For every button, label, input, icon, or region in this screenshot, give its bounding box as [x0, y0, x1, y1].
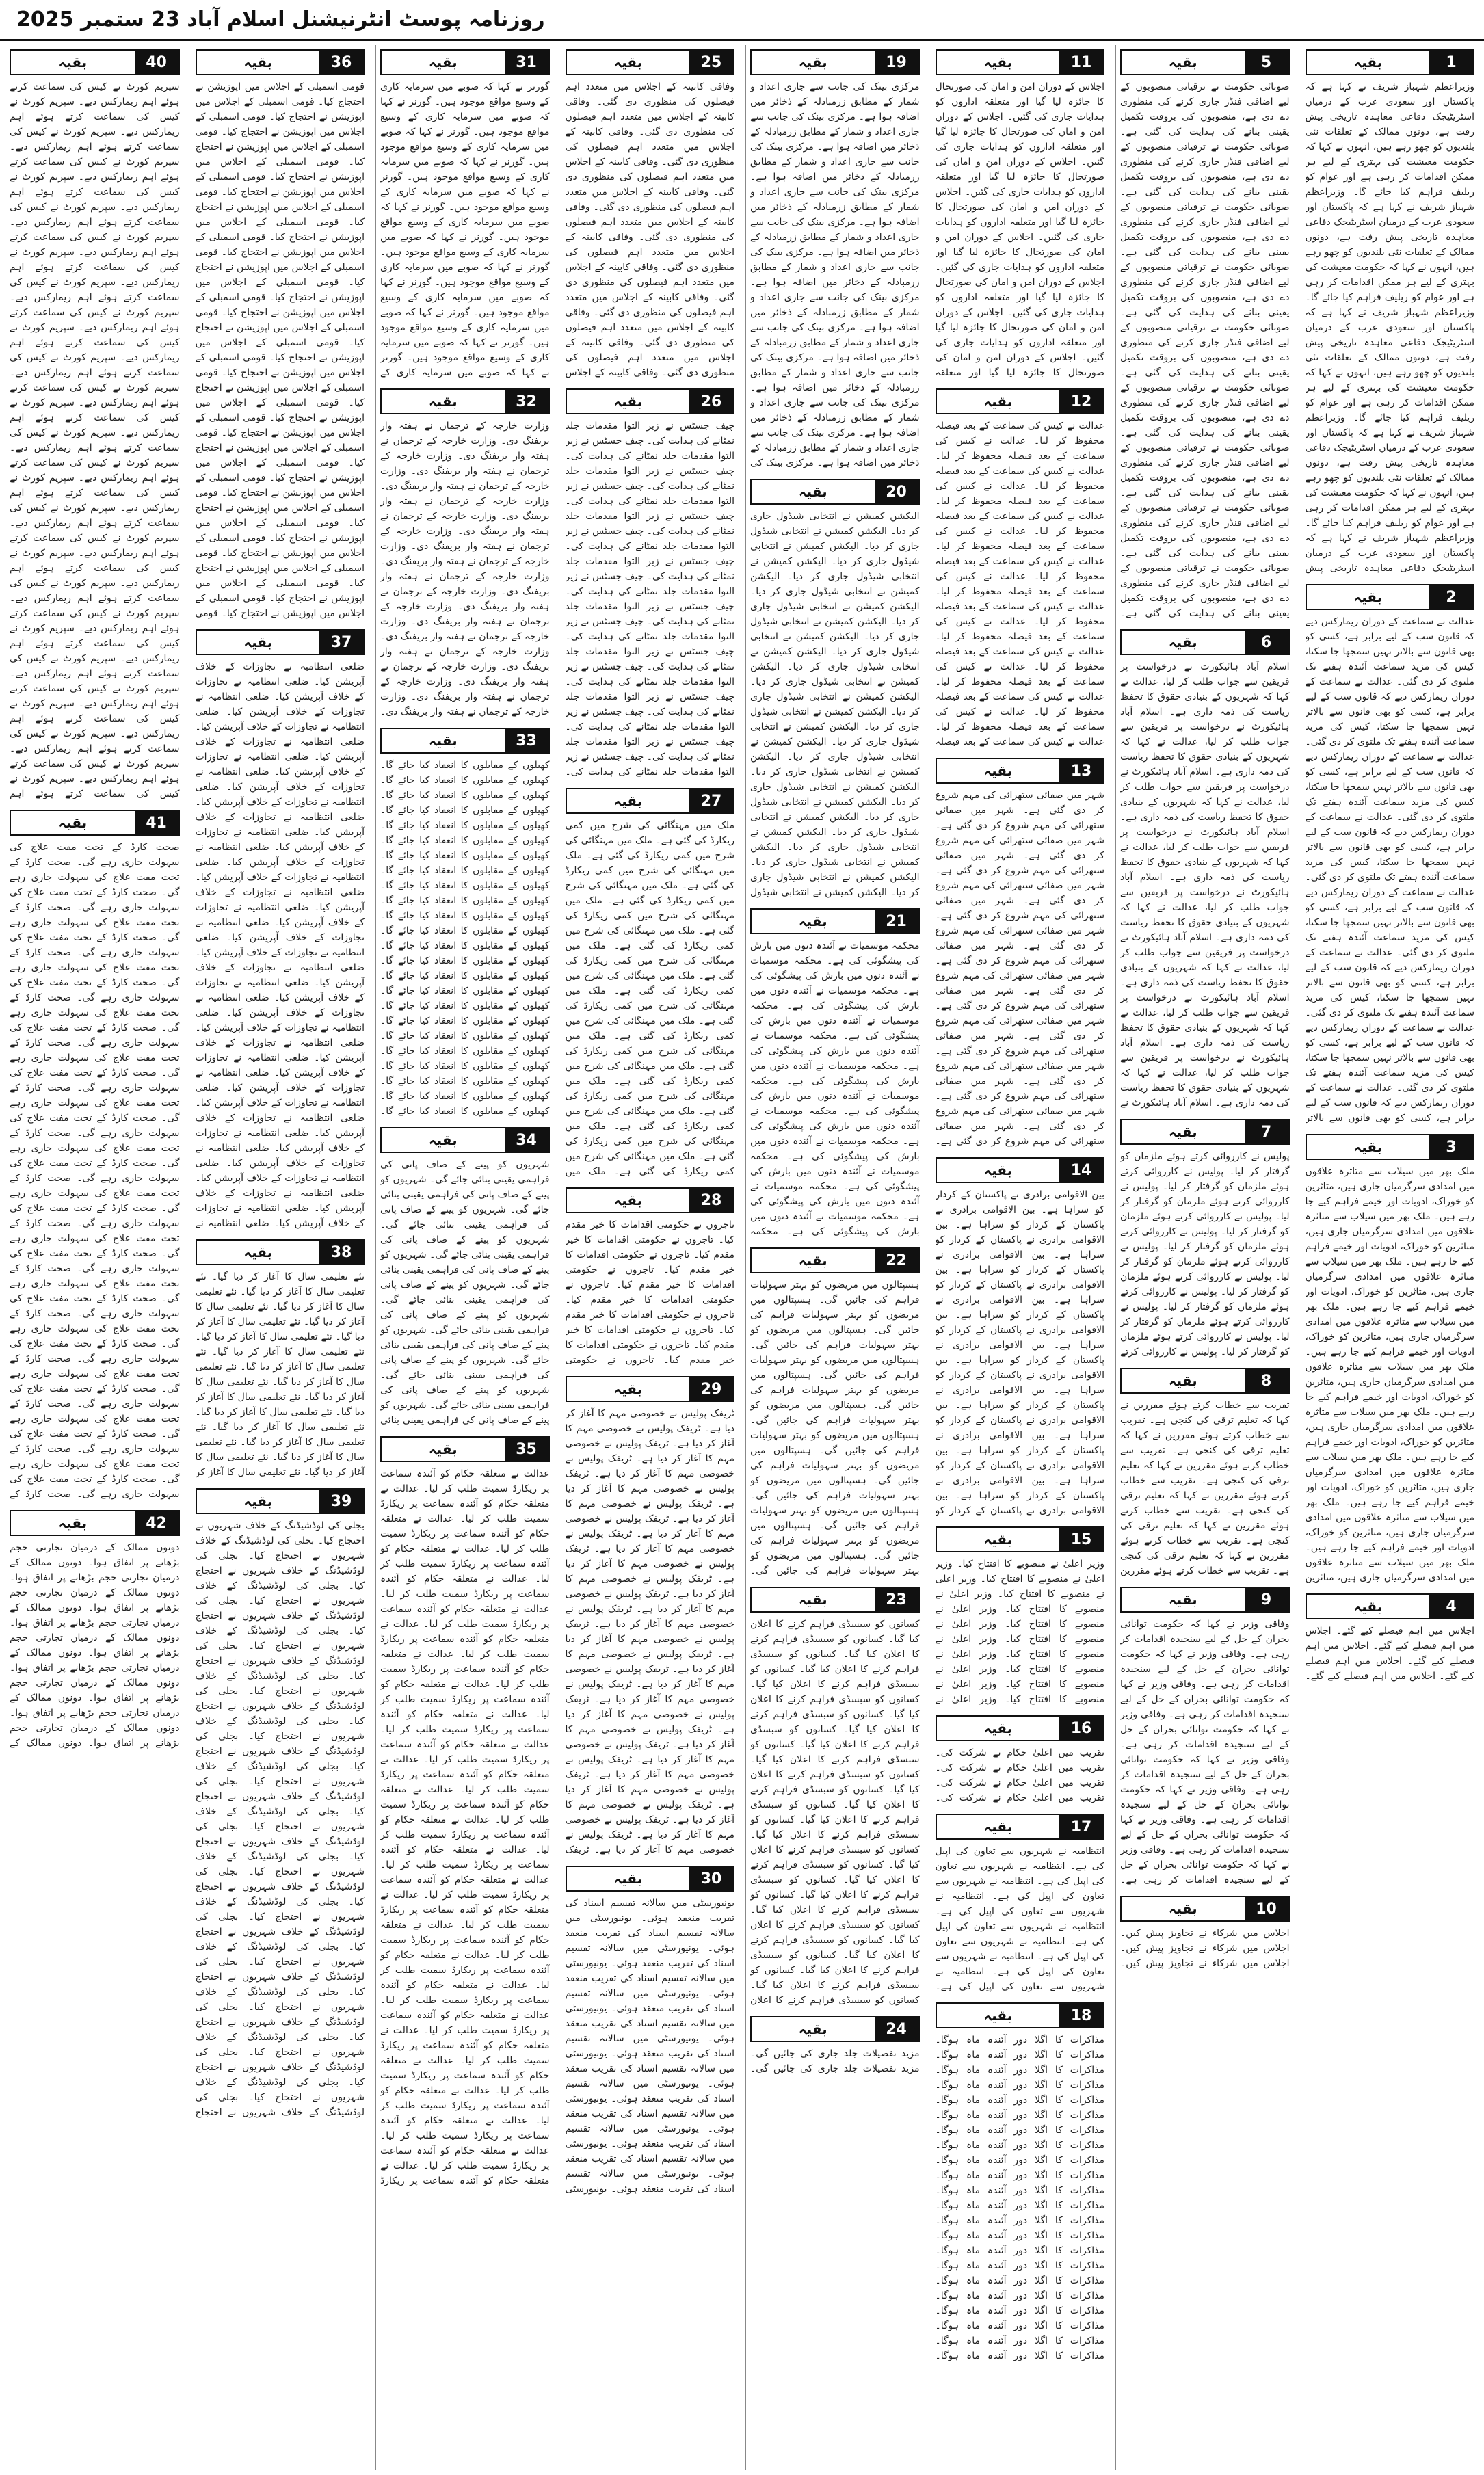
continuation-block — [750, 1243, 920, 1578]
continuation-label: بقیہ — [937, 1159, 1060, 1182]
continuation-tag — [1306, 1593, 1475, 1619]
continuation-label: بقیہ — [567, 1377, 690, 1401]
continuation-tag — [750, 1247, 920, 1273]
continuation-block — [936, 1153, 1105, 1518]
continuation-number: 35 — [505, 1438, 548, 1461]
continuation-number: 20 — [875, 480, 918, 503]
continuation-block — [566, 1183, 735, 1368]
article-text: تاجروں نے حکومتی اقدامات کا خیر مقدم کیا۔ تاجروں نے حکومتی اقدامات کا خیر مقدم کیا۔ تاجروں نے حکومتی اقدامات کا خیر مقدم کیا۔ تاجروں نے حکومتی اقدامات کا خیر مقدم کیا۔ تاجروں نے حکومتی اقدامات کا خیر مقدم کیا۔ تاجروں نے حکومتی اقدامات کا خیر مقدم کیا۔ تاجروں نے حکومتی اقدامات کا خیر مقدم کیا۔ تاجروں نے حکومتی اقدامات کا خیر مقدم کیا۔ تاجروں نے حکومتی — [565, 1219, 734, 1366]
continuation-block — [1306, 45, 1475, 576]
continuation-label: بقیہ — [567, 1189, 690, 1212]
continuation-number: 6 — [1245, 631, 1288, 654]
continuation-label: بقیہ — [1122, 1369, 1245, 1392]
continuation-number: 33 — [505, 729, 548, 752]
continuation-tag — [936, 1814, 1105, 1840]
continuation-number: 16 — [1059, 1717, 1103, 1740]
article-text: دونوں ممالک کے درمیان تجارتی حجم بڑھانے پر اتفاق ہوا۔ دونوں ممالک کے درمیان تجارتی حجم بڑھانے پر اتفاق ہوا۔ دونوں ممالک کے درمیان تجارتی حجم بڑھانے پر اتفاق ہوا۔ دونوں ممالک کے درمیان تجارتی حجم بڑھانے پر اتفاق ہوا۔ دونوں ممالک کے درمیان تجارتی حجم بڑھانے پر اتفاق ہوا۔ دونوں ممالک کے درمیان تجارتی حجم بڑھانے پر اتفاق ہوا۔ دونوں ممالک کے درمیان تجارتی حجم بڑھانے پر اتفاق ہوا۔ دونوں ممالک کے درمیان تجارتی حجم بڑھانے پر اتفاق ہوا۔ دونوں ممالک کے درمیان تجارتی حجم بڑھانے پر اتفاق ہوا۔ دونوں ممالک کے — [10, 1542, 180, 1749]
continuation-label: بقیہ — [1307, 1135, 1430, 1159]
continuation-block — [1306, 1130, 1475, 1585]
continuation-number: 22 — [875, 1249, 918, 1272]
article-text: محکمہ موسمیات نے آئندہ دنوں میں بارش کی پیشگوئی کی ہے۔ محکمہ موسمیات نے آئندہ دنوں میں بارش کی پیشگوئی کی ہے۔ محکمہ موسمیات نے آئندہ دنوں میں بارش کی پیشگوئی کی ہے۔ محکمہ موسمیات نے آئندہ دنوں میں بارش کی پیشگوئی کی ہے۔ محکمہ موسمیات نے آئندہ دنوں میں بارش کی پیشگوئی کی ہے۔ محکمہ موسمیات نے آئندہ دنوں میں بارش کی پیشگوئی کی ہے۔ محکمہ موسمیات نے آئندہ دنوں میں بارش کی پیشگوئی کی ہے۔ محکمہ موسمیات نے آئندہ دنوں میں بارش کی پیشگوئی کی ہے۔ محکمہ موسمیات نے آئندہ دنوں میں بارش کی پیشگوئی کی ہے۔ محکمہ موسمیات نے آئندہ دنوں میں بارش کی پیشگوئی کی ہے۔ محکمہ موسمیات نے آئندہ دنوں میں بارش کی پیشگوئی کی ہے۔ محکمہ موسمیات نے آئندہ دنوں میں بارش کی پیشگوئی کی ہے۔ محکمہ — [750, 940, 920, 1237]
continuation-tag — [1120, 1896, 1290, 1922]
news-column — [375, 45, 554, 2470]
article-text: یونیورسٹی میں سالانہ تقسیم اسناد کی تقریب منعقد ہوئی۔ یونیورسٹی میں سالانہ تقسیم اسناد کی تقریب منعقد ہوئی۔ یونیورسٹی میں سالانہ تقسیم اسناد کی تقریب منعقد ہوئی۔ یونیورسٹی میں سالانہ تقسیم اسناد کی تقریب منعقد ہوئی۔ یونیورسٹی میں سالانہ تقسیم اسناد کی تقریب منعقد ہوئی۔ یونیورسٹی میں سالانہ تقسیم اسناد کی تقریب منعقد ہوئی۔ یونیورسٹی میں سالانہ تقسیم اسناد کی تقریب منعقد ہوئی۔ یونیورسٹی میں سالانہ تقسیم اسناد کی تقریب منعقد ہوئی۔ یونیورسٹی میں سالانہ تقسیم اسناد کی تقریب منعقد ہوئی۔ یونیورسٹی میں سالانہ تقسیم اسناد کی تقریب منعقد ہوئی۔ یونیورسٹی میں سالانہ تقسیم اسناد کی تقریب منعقد ہوئی۔ یونیورسٹی میں سالانہ تقسیم اسناد کی تقریب منعقد ہوئی۔ یونیورسٹی میں سالانہ تقسیم اسناد کی تقریب منعقد ہوئی۔ یونیورسٹی — [565, 1898, 734, 2195]
continuation-number: 10 — [1245, 1897, 1288, 1920]
continuation-block — [1306, 1589, 1475, 1684]
continuation-tag — [196, 1239, 365, 1265]
continuation-block — [380, 724, 550, 1119]
continuation-tag — [936, 2002, 1105, 2028]
continuation-tag — [1120, 1368, 1290, 1394]
continuation-block — [380, 384, 550, 719]
continuation-block — [1120, 1115, 1290, 1360]
continuation-label: بقیہ — [752, 2017, 875, 2041]
article-text: چیف جسٹس نے زیر التوا مقدمات جلد نمٹانے کی ہدایت کی۔ چیف جسٹس نے زیر التوا مقدمات جلد نمٹانے کی ہدایت کی۔ چیف جسٹس نے زیر التوا مقدمات جلد نمٹانے کی ہدایت کی۔ چیف جسٹس نے زیر التوا مقدمات جلد نمٹانے کی ہدایت کی۔ چیف جسٹس نے زیر التوا مقدمات جلد نمٹانے کی ہدایت کی۔ چیف جسٹس نے زیر التوا مقدمات جلد نمٹانے کی ہدایت کی۔ چیف جسٹس نے زیر التوا مقدمات جلد نمٹانے کی ہدایت کی۔ چیف جسٹس نے زیر التوا مقدمات جلد نمٹانے کی ہدایت کی۔ چیف جسٹس نے زیر التوا مقدمات جلد نمٹانے کی ہدایت کی۔ چیف جسٹس نے زیر التوا مقدمات جلد نمٹانے کی ہدایت کی۔ چیف جسٹس نے زیر التوا مقدمات جلد نمٹانے کی ہدایت کی۔ چیف جسٹس نے زیر التوا مقدمات جلد نمٹانے کی ہدایت کی۔ چیف جسٹس نے زیر التوا مقدمات جلد نمٹانے کی ہدایت کی۔ چیف جسٹس نے زیر التوا مقدمات جلد نمٹانے کی ہدایت کی۔ چیف جسٹس نے زیر التوا مقدمات جلد نمٹانے کی ہدایت کی۔ چیف جسٹس نے زیر التوا مقدمات جلد نمٹانے کی ہدایت کی۔ — [565, 421, 734, 778]
article-text: وزیراعظم شہباز شریف نے کہا ہے کہ پاکستان اور سعودی عرب کے درمیان اسٹریٹیجک دفاعی معاہدہ تاریخی پیش رفت ہے، دونوں ممالک کے تعلقات نئی بلندیوں کو چھو رہے ہیں، انہوں نے کہا کہ حکومت معیشت کی بہتری کے لیے ہر ممکن اقدامات کر رہی ہے اور عوام کو ریلیف فراہم کیا جائے گا۔ وزیراعظم شہباز شریف نے کہا ہے کہ پاکستان اور سعودی عرب کے درمیان اسٹریٹیجک دفاعی معاہدہ تاریخی پیش رفت ہے، دونوں ممالک کے تعلقات نئی بلندیوں کو چھو رہے ہیں، انہوں نے کہا کہ حکومت معیشت کی بہتری کے لیے ہر ممکن اقدامات کر رہی ہے اور عوام کو ریلیف فراہم کیا جائے گا۔ وزیراعظم شہباز شریف نے کہا ہے کہ پاکستان اور سعودی عرب کے درمیان اسٹریٹیجک دفاعی معاہدہ تاریخی پیش رفت ہے، دونوں ممالک کے تعلقات نئی بلندیوں کو چھو رہے ہیں، انہوں نے کہا کہ حکومت معیشت کی بہتری کے لیے ہر ممکن اقدامات کر رہی ہے اور عوام کو ریلیف فراہم کیا جائے گا۔ وزیراعظم شہباز شریف نے کہا ہے کہ پاکستان اور سعودی عرب کے درمیان اسٹریٹیجک دفاعی معاہدہ تاریخی پیش رفت ہے، دونوں ممالک کے تعلقات نئی بلندیوں کو چھو رہے ہیں، انہوں نے کہا کہ حکومت معیشت کی بہتری کے لیے ہر ممکن اقدامات کر رہی ہے اور عوام کو ریلیف فراہم کیا جائے گا۔ وزیراعظم شہباز شریف نے کہا ہے کہ پاکستان اور سعودی عرب کے درمیان اسٹریٹیجک دفاعی معاہدہ تاریخی پیش — [1305, 81, 1474, 574]
continuation-label: بقیہ — [197, 51, 320, 74]
continuation-number: 25 — [689, 51, 733, 74]
article-text: ملک میں مہنگائی کی شرح میں کمی ریکارڈ کی گئی ہے۔ ملک میں مہنگائی کی شرح میں کمی ریکارڈ کی گئی ہے۔ ملک میں مہنگائی کی شرح میں کمی ریکارڈ کی گئی ہے۔ ملک میں مہنگائی کی شرح میں کمی ریکارڈ کی گئی ہے۔ ملک میں مہنگائی کی شرح میں کمی ریکارڈ کی گئی ہے۔ ملک میں مہنگائی کی شرح میں کمی ریکارڈ کی گئی ہے۔ ملک میں مہنگائی کی شرح میں کمی ریکارڈ کی گئی ہے۔ ملک میں مہنگائی کی شرح میں کمی ریکارڈ کی گئی ہے۔ ملک میں مہنگائی کی شرح میں کمی ریکارڈ کی گئی ہے۔ ملک میں مہنگائی کی شرح میں کمی ریکارڈ کی گئی ہے۔ ملک میں مہنگائی کی شرح میں کمی ریکارڈ کی گئی ہے۔ ملک میں مہنگائی کی شرح میں کمی ریکارڈ کی گئی ہے۔ ملک میں مہنگائی کی شرح میں کمی ریکارڈ کی گئی ہے۔ ملک میں مہنگائی کی شرح میں کمی ریکارڈ کی گئی ہے۔ ملک میں مہنگائی کی شرح میں کمی ریکارڈ کی گئی ہے۔ ملک میں مہنگائی کی شرح میں کمی ریکارڈ کی گئی ہے۔ ملک میں — [565, 820, 734, 1177]
continuation-tag — [196, 629, 365, 655]
continuation-tag — [10, 1510, 180, 1536]
continuation-label: بقیہ — [11, 811, 135, 834]
continuation-label: بقیہ — [197, 1490, 320, 1513]
continuation-tag — [936, 49, 1105, 75]
continuation-label: بقیہ — [937, 1717, 1060, 1740]
article-text: سپریم کورٹ نے کیس کی سماعت کرتے ہوئے اہم ریمارکس دیے۔ سپریم کورٹ نے کیس کی سماعت کرتے ہوئے اہم ریمارکس دیے۔ سپریم کورٹ نے کیس کی سماعت کرتے ہوئے اہم ریمارکس دیے۔ سپریم کورٹ نے کیس کی سماعت کرتے ہوئے اہم ریمارکس دیے۔ سپریم کورٹ نے کیس کی سماعت کرتے ہوئے اہم ریمارکس دیے۔ سپریم کورٹ نے کیس کی سماعت کرتے ہوئے اہم ریمارکس دیے۔ سپریم کورٹ نے کیس کی سماعت کرتے ہوئے اہم ریمارکس دیے۔ سپریم کورٹ نے کیس کی سماعت کرتے ہوئے اہم ریمارکس دیے۔ سپریم کورٹ نے کیس کی سماعت کرتے ہوئے اہم ریمارکس دیے۔ سپریم کورٹ نے کیس کی سماعت کرتے ہوئے اہم ریمارکس دیے۔ سپریم کورٹ نے کیس کی سماعت کرتے ہوئے اہم ریمارکس دیے۔ سپریم کورٹ نے کیس کی سماعت کرتے ہوئے اہم ریمارکس دیے۔ سپریم کورٹ نے کیس کی سماعت کرتے ہوئے اہم ریمارکس دیے۔ سپریم کورٹ نے کیس کی سماعت کرتے ہوئے اہم ریمارکس دیے۔ سپریم کورٹ نے کیس کی سماعت کرتے ہوئے اہم ریمارکس دیے۔ سپریم کورٹ نے کیس کی سماعت کرتے ہوئے اہم ریمارکس دیے۔ سپریم کورٹ نے کیس کی سماعت کرتے ہوئے اہم ریمارکس دیے۔ سپریم کورٹ نے کیس کی سماعت کرتے ہوئے اہم ریمارکس دیے۔ سپریم کورٹ نے کیس کی سماعت کرتے ہوئے اہم ریمارکس دیے۔ سپریم کورٹ نے کیس کی سماعت کرتے ہوئے اہم ریمارکس دیے۔ سپریم کورٹ نے کیس کی سماعت کرتے ہوئے اہم ریمارکس دیے۔ سپریم کورٹ نے کیس کی سماعت کرتے ہوئے اہم ریمارکس دیے۔ سپریم کورٹ نے کیس کی سماعت کرتے ہوئے اہم ریمارکس دیے۔ سپریم کورٹ نے کیس کی سماعت کرتے ہوئے اہم ریمارکس دیے۔ سپریم کورٹ نے کیس کی سماعت کرتے ہوئے اہم ریمارکس دیے۔ سپریم کورٹ نے کیس کی سماعت کرتے ہوئے اہم ریمارکس دیے۔ سپریم کورٹ نے کیس کی سماعت کرتے ہوئے اہم ریمارکس دیے۔ سپریم کورٹ نے کیس کی سماعت کرتے ہوئے اہم ریمارکس دیے۔ سپریم کورٹ نے کیس کی سماعت کرتے ہوئے اہم — [10, 81, 180, 799]
continuation-number: 9 — [1245, 1588, 1288, 1611]
continuation-block — [566, 1372, 735, 1857]
article-text: وزیر اعلیٰ نے منصوبے کا افتتاح کیا۔ وزیر اعلیٰ نے منصوبے کا افتتاح کیا۔ وزیر اعلیٰ نے منصوبے کا افتتاح کیا۔ وزیر اعلیٰ نے منصوبے کا افتتاح کیا۔ وزیر اعلیٰ نے منصوبے کا افتتاح کیا۔ وزیر اعلیٰ نے منصوبے کا افتتاح کیا۔ وزیر اعلیٰ نے منصوبے کا افتتاح کیا۔ وزیر اعلیٰ نے منصوبے کا افتتاح کیا۔ وزیر اعلیٰ نے منصوبے کا افتتاح کیا۔ وزیر اعلیٰ نے منصوبے کا افتتاح کیا۔ وزیر اعلیٰ نے — [935, 1559, 1104, 1705]
continuation-number: 11 — [1059, 51, 1103, 74]
news-column — [931, 45, 1109, 2470]
continuation-number: 1 — [1429, 51, 1473, 74]
continuation-block — [1120, 1892, 1290, 1971]
continuation-block — [10, 1506, 180, 1751]
continuation-label: بقیہ — [1307, 585, 1430, 609]
news-column — [745, 45, 924, 2470]
continuation-number: 37 — [319, 631, 363, 654]
continuation-number: 19 — [875, 51, 918, 74]
continuation-block — [936, 45, 1105, 380]
continuation-number: 3 — [1429, 1135, 1473, 1159]
continuation-block — [750, 2012, 920, 2076]
continuation-block — [750, 475, 920, 900]
article-text: صحت کارڈ کے تحت مفت علاج کی سہولت جاری رہے گی۔ صحت کارڈ کے تحت مفت علاج کی سہولت جاری رہے گی۔ صحت کارڈ کے تحت مفت علاج کی سہولت جاری رہے گی۔ صحت کارڈ کے تحت مفت علاج کی سہولت جاری رہے گی۔ صحت کارڈ کے تحت مفت علاج کی سہولت جاری رہے گی۔ صحت کارڈ کے تحت مفت علاج کی سہولت جاری رہے گی۔ صحت کارڈ کے تحت مفت علاج کی سہولت جاری رہے گی۔ صحت کارڈ کے تحت مفت علاج کی سہولت جاری رہے گی۔ صحت کارڈ کے تحت مفت علاج کی سہولت جاری رہے گی۔ صحت کارڈ کے تحت مفت علاج کی سہولت جاری رہے گی۔ صحت کارڈ کے تحت مفت علاج کی سہولت جاری رہے گی۔ صحت کارڈ کے تحت مفت علاج کی سہولت جاری رہے گی۔ صحت کارڈ کے تحت مفت علاج کی سہولت جاری رہے گی۔ صحت کارڈ کے تحت مفت علاج کی سہولت جاری رہے گی۔ صحت کارڈ کے تحت مفت علاج کی سہولت جاری رہے گی۔ صحت کارڈ کے تحت مفت علاج کی سہولت جاری رہے گی۔ صحت کارڈ کے تحت مفت علاج کی سہولت جاری رہے گی۔ صحت کارڈ کے تحت مفت علاج کی سہولت جاری رہے گی۔ صحت کارڈ کے تحت مفت علاج کی سہولت جاری رہے گی۔ صحت کارڈ کے تحت مفت علاج کی سہولت جاری رہے گی۔ صحت کارڈ کے تحت مفت علاج کی سہولت جاری رہے گی۔ صحت کارڈ کے تحت مفت علاج کی سہولت جاری رہے گی۔ صحت کارڈ کے تحت مفت علاج کی سہولت جاری رہے گی۔ صحت کارڈ کے تحت مفت علاج کی سہولت جاری رہے گی۔ صحت کارڈ کے تحت مفت علاج کی سہولت جاری رہے گی۔ صحت کارڈ کے تحت مفت علاج کی سہولت جاری رہے گی۔ صحت کارڈ کے تحت مفت علاج کی سہولت جاری رہے گی۔ صحت کارڈ کے تحت مفت علاج کی سہولت جاری رہے گی۔ صحت کارڈ کے تحت مفت علاج کی سہولت جاری رہے گی۔ صحت کارڈ کے — [10, 842, 180, 1500]
news-columns — [5, 45, 1479, 2470]
continuation-tag — [380, 728, 550, 754]
continuation-label: بقیہ — [937, 1528, 1060, 1551]
news-column — [1301, 45, 1479, 2470]
continuation-block — [1120, 1583, 1290, 1888]
continuation-number: 39 — [319, 1490, 363, 1513]
article-text: مرکزی بینک کی جانب سے جاری اعداد و شمار کے مطابق زرمبادلہ کے ذخائر میں اضافہ ہوا ہے۔ مرکزی بینک کی جانب سے جاری اعداد و شمار کے مطابق زرمبادلہ کے ذخائر میں اضافہ ہوا ہے۔ مرکزی بینک کی جانب سے جاری اعداد و شمار کے مطابق زرمبادلہ کے ذخائر میں اضافہ ہوا ہے۔ مرکزی بینک کی جانب سے جاری اعداد و شمار کے مطابق زرمبادلہ کے ذخائر میں اضافہ ہوا ہے۔ مرکزی بینک کی جانب سے جاری اعداد و شمار کے مطابق زرمبادلہ کے ذخائر میں اضافہ ہوا ہے۔ مرکزی بینک کی جانب سے جاری اعداد و شمار کے مطابق زرمبادلہ کے ذخائر میں اضافہ ہوا ہے۔ مرکزی بینک کی جانب سے جاری اعداد و شمار کے مطابق زرمبادلہ کے ذخائر میں اضافہ ہوا ہے۔ مرکزی بینک کی جانب سے جاری اعداد و شمار کے مطابق زرمبادلہ کے ذخائر میں اضافہ ہوا ہے۔ مرکزی بینک کی جانب سے جاری اعداد و شمار کے مطابق زرمبادلہ کے ذخائر میں اضافہ ہوا ہے۔ مرکزی بینک کی جانب سے جاری اعداد و شمار کے مطابق زرمبادلہ کے ذخائر میں اضافہ ہوا ہے۔ مرکزی بینک کی جانب سے جاری اعداد و شمار کے مطابق زرمبادلہ کے ذخائر میں اضافہ ہوا ہے۔ مرکزی بینک کی — [750, 81, 920, 468]
continuation-block — [1120, 1364, 1290, 1578]
continuation-number: 21 — [875, 910, 918, 933]
continuation-label: بقیہ — [937, 1815, 1060, 1838]
continuation-number: 30 — [689, 1867, 733, 1890]
continuation-number: 8 — [1245, 1369, 1288, 1392]
continuation-label: بقیہ — [382, 1438, 505, 1461]
article-text: عدالت نے متعلقہ حکام کو آئندہ سماعت پر ریکارڈ سمیت طلب کر لیا۔ عدالت نے متعلقہ حکام کو آئندہ سماعت پر ریکارڈ سمیت طلب کر لیا۔ عدالت نے متعلقہ حکام کو آئندہ سماعت پر ریکارڈ سمیت طلب کر لیا۔ عدالت نے متعلقہ حکام کو آئندہ سماعت پر ریکارڈ سمیت طلب کر لیا۔ عدالت نے متعلقہ حکام کو آئندہ سماعت پر ریکارڈ سمیت طلب کر لیا۔ عدالت نے متعلقہ حکام کو آئندہ سماعت پر ریکارڈ سمیت طلب کر لیا۔ عدالت نے متعلقہ حکام کو آئندہ سماعت پر ریکارڈ سمیت طلب کر لیا۔ عدالت نے متعلقہ حکام کو آئندہ سماعت پر ریکارڈ سمیت طلب کر لیا۔ عدالت نے متعلقہ حکام کو آئندہ سماعت پر ریکارڈ سمیت طلب کر لیا۔ عدالت نے متعلقہ حکام کو آئندہ سماعت پر ریکارڈ سمیت طلب کر لیا۔ عدالت نے متعلقہ حکام کو آئندہ سماعت پر ریکارڈ سمیت طلب کر لیا۔ عدالت نے متعلقہ حکام کو آئندہ سماعت پر ریکارڈ سمیت طلب کر لیا۔ عدالت نے متعلقہ حکام کو آئندہ سماعت پر ریکارڈ سمیت طلب کر لیا۔ عدالت نے متعلقہ حکام کو آئندہ سماعت پر ریکارڈ سمیت طلب کر لیا۔ عدالت نے متعلقہ حکام کو آئندہ سماعت پر ریکارڈ سمیت طلب کر لیا۔ عدالت نے متعلقہ حکام کو آئندہ سماعت پر ریکارڈ سمیت طلب کر لیا۔ عدالت نے متعلقہ حکام کو آئندہ سماعت پر ریکارڈ سمیت طلب کر لیا۔ عدالت نے متعلقہ حکام کو آئندہ سماعت پر ریکارڈ سمیت طلب کر لیا۔ عدالت نے متعلقہ حکام کو آئندہ سماعت پر ریکارڈ سمیت طلب کر لیا۔ عدالت نے متعلقہ حکام کو آئندہ سماعت پر ریکارڈ سمیت طلب کر لیا۔ عدالت نے متعلقہ حکام کو آئندہ سماعت پر ریکارڈ سمیت طلب کر لیا۔ عدالت نے متعلقہ حکام کو آئندہ سماعت پر ریکارڈ سمیت طلب کر لیا۔ عدالت نے متعلقہ حکام کو آئندہ سماعت پر ریکارڈ سمیت طلب کر لیا۔ عدالت نے متعلقہ حکام کو آئندہ سماعت پر ریکارڈ سمیت طلب کر لیا۔ عدالت نے متعلقہ حکام کو آئندہ سماعت پر ریکارڈ سمیت طلب کر لیا۔ عدالت نے متعلقہ حکام کو آئندہ سماعت پر ریکارڈ سمیت طلب کر لیا۔ عدالت نے متعلقہ حکام کو آئندہ سماعت پر ریکارڈ — [380, 1468, 550, 2186]
article-text: اسلام آباد ہائیکورٹ نے درخواست پر فریقین سے جواب طلب کر لیا، عدالت نے کہا کہ شہریوں کے بنیادی حقوق کا تحفظ ریاست کی ذمہ داری ہے۔ اسلام آباد ہائیکورٹ نے درخواست پر فریقین سے جواب طلب کر لیا، عدالت نے کہا کہ شہریوں کے بنیادی حقوق کا تحفظ ریاست کی ذمہ داری ہے۔ اسلام آباد ہائیکورٹ نے درخواست پر فریقین سے جواب طلب کر لیا، عدالت نے کہا کہ شہریوں کے بنیادی حقوق کا تحفظ ریاست کی ذمہ داری ہے۔ اسلام آباد ہائیکورٹ نے درخواست پر فریقین سے جواب طلب کر لیا، عدالت نے کہا کہ شہریوں کے بنیادی حقوق کا تحفظ ریاست کی ذمہ داری ہے۔ اسلام آباد ہائیکورٹ نے درخواست پر فریقین سے جواب طلب کر لیا، عدالت نے کہا کہ شہریوں کے بنیادی حقوق کا تحفظ ریاست کی ذمہ داری ہے۔ اسلام آباد ہائیکورٹ نے درخواست پر فریقین سے جواب طلب کر لیا، عدالت نے کہا کہ شہریوں کے بنیادی حقوق کا تحفظ ریاست کی ذمہ داری ہے۔ اسلام آباد ہائیکورٹ نے درخواست پر فریقین سے جواب طلب کر لیا، عدالت نے کہا کہ شہریوں کے بنیادی حقوق کا تحفظ ریاست کی ذمہ داری ہے۔ اسلام آباد ہائیکورٹ نے درخواست پر فریقین سے جواب طلب کر لیا، عدالت نے کہا کہ شہریوں کے بنیادی حقوق کا تحفظ ریاست کی ذمہ داری ہے۔ اسلام آباد ہائیکورٹ نے — [1120, 661, 1290, 1109]
continuation-number: 29 — [689, 1377, 733, 1401]
continuation-label: بقیہ — [937, 759, 1060, 782]
continuation-tag — [566, 1376, 735, 1402]
article-text: نئے تعلیمی سال کا آغاز کر دیا گیا۔ نئے تعلیمی سال کا آغاز کر دیا گیا۔ نئے تعلیمی سال کا آغاز کر دیا گیا۔ نئے تعلیمی سال کا آغاز کر دیا گیا۔ نئے تعلیمی سال کا آغاز کر دیا گیا۔ نئے تعلیمی سال کا آغاز کر دیا گیا۔ نئے تعلیمی سال کا آغاز کر دیا گیا۔ نئے تعلیمی سال کا آغاز کر دیا گیا۔ نئے تعلیمی سال کا آغاز کر دیا گیا۔ نئے تعلیمی سال کا آغاز کر دیا گیا۔ نئے تعلیمی سال کا آغاز کر دیا گیا۔ نئے تعلیمی سال کا آغاز کر دیا گیا۔ نئے تعلیمی سال کا آغاز کر دیا گیا۔ نئے تعلیمی سال کا آغاز کر دیا گیا۔ نئے تعلیمی سال کا آغاز کر دیا گیا۔ نئے تعلیمی سال کا آغاز کر دیا گیا۔ نئے تعلیمی سال کا آغاز کر — [195, 1271, 365, 1478]
continuation-block — [1306, 580, 1475, 1126]
continuation-tag — [750, 1587, 920, 1613]
continuation-tag — [1306, 49, 1475, 75]
continuation-block — [196, 625, 365, 1231]
article-text: پولیس نے کارروائی کرتے ہوئے ملزمان کو گرفتار کر لیا۔ پولیس نے کارروائی کرتے ہوئے ملزمان کو گرفتار کر لیا۔ پولیس نے کارروائی کرتے ہوئے ملزمان کو گرفتار کر لیا۔ پولیس نے کارروائی کرتے ہوئے ملزمان کو گرفتار کر لیا۔ پولیس نے کارروائی کرتے ہوئے ملزمان کو گرفتار کر لیا۔ پولیس نے کارروائی کرتے ہوئے ملزمان کو گرفتار کر لیا۔ پولیس نے کارروائی کرتے ہوئے ملزمان کو گرفتار کر لیا۔ پولیس نے کارروائی کرتے ہوئے ملزمان کو گرفتار کر لیا۔ پولیس نے کارروائی کرتے ہوئے ملزمان کو گرفتار کر لیا۔ پولیس نے کارروائی کرتے ہوئے ملزمان کو گرفتار کر لیا۔ پولیس نے کارروائی کرتے — [1120, 1151, 1290, 1358]
article-text: عدالت نے کیس کی سماعت کے بعد فیصلہ محفوظ کر لیا۔ عدالت نے کیس کی سماعت کے بعد فیصلہ محفوظ کر لیا۔ عدالت نے کیس کی سماعت کے بعد فیصلہ محفوظ کر لیا۔ عدالت نے کیس کی سماعت کے بعد فیصلہ محفوظ کر لیا۔ عدالت نے کیس کی سماعت کے بعد فیصلہ محفوظ کر لیا۔ عدالت نے کیس کی سماعت کے بعد فیصلہ محفوظ کر لیا۔ عدالت نے کیس کی سماعت کے بعد فیصلہ محفوظ کر لیا۔ عدالت نے کیس کی سماعت کے بعد فیصلہ محفوظ کر لیا۔ عدالت نے کیس کی سماعت کے بعد فیصلہ محفوظ کر لیا۔ عدالت نے کیس کی سماعت کے بعد فیصلہ محفوظ کر لیا۔ عدالت نے کیس کی سماعت کے بعد فیصلہ محفوظ کر لیا۔ عدالت نے کیس کی سماعت کے بعد فیصلہ محفوظ کر لیا۔ عدالت نے کیس کی سماعت کے بعد فیصلہ محفوظ کر لیا۔ عدالت نے کیس کی سماعت کے بعد فیصلہ محفوظ کر لیا۔ عدالت نے کیس کی سماعت کے بعد فیصلہ — [935, 421, 1104, 747]
continuation-block — [380, 1123, 550, 1428]
continuation-block — [196, 45, 365, 621]
continuation-number: 26 — [689, 390, 733, 413]
continuation-block — [1120, 45, 1290, 621]
continuation-number: 41 — [135, 811, 178, 834]
article-text: وزارت خارجہ کے ترجمان نے ہفتہ وار بریفنگ دی۔ وزارت خارجہ کے ترجمان نے ہفتہ وار بریفنگ دی۔ وزارت خارجہ کے ترجمان نے ہفتہ وار بریفنگ دی۔ وزارت خارجہ کے ترجمان نے ہفتہ وار بریفنگ دی۔ وزارت خارجہ کے ترجمان نے ہفتہ وار بریفنگ دی۔ وزارت خارجہ کے ترجمان نے ہفتہ وار بریفنگ دی۔ وزارت خارجہ کے ترجمان نے ہفتہ وار بریفنگ دی۔ وزارت خارجہ کے ترجمان نے ہفتہ وار بریفنگ دی۔ وزارت خارجہ کے ترجمان نے ہفتہ وار بریفنگ دی۔ وزارت خارجہ کے ترجمان نے ہفتہ وار بریفنگ دی۔ وزارت خارجہ کے ترجمان نے ہفتہ وار بریفنگ دی۔ وزارت خارجہ کے ترجمان نے ہفتہ وار بریفنگ دی۔ وزارت خارجہ کے ترجمان نے ہفتہ وار بریفنگ دی۔ وزارت خارجہ کے ترجمان نے ہفتہ وار بریفنگ دی۔ وزارت خارجہ کے ترجمان نے ہفتہ وار بریفنگ دی۔ وزارت خارجہ کے ترجمان نے ہفتہ وار بریفنگ دی۔ — [380, 421, 550, 717]
continuation-tag — [566, 1187, 735, 1213]
continuation-number: 23 — [875, 1588, 918, 1611]
article-text: انتظامیہ نے شہریوں سے تعاون کی اپیل کی ہے۔ انتظامیہ نے شہریوں سے تعاون کی اپیل کی ہے۔ انتظامیہ نے شہریوں سے تعاون کی اپیل کی ہے۔ انتظامیہ نے شہریوں سے تعاون کی اپیل کی ہے۔ انتظامیہ نے شہریوں سے تعاون کی اپیل کی ہے۔ انتظامیہ نے شہریوں سے تعاون کی اپیل کی ہے۔ انتظامیہ نے شہریوں سے تعاون کی اپیل کی ہے۔ انتظامیہ نے شہریوں سے تعاون کی اپیل کی ہے۔ — [935, 1846, 1104, 1992]
continuation-number: 4 — [1429, 1595, 1473, 1618]
continuation-tag — [566, 49, 735, 75]
news-column — [1115, 45, 1294, 2470]
continuation-block — [10, 806, 180, 1502]
continuation-tag — [936, 1526, 1105, 1552]
article-text: کسانوں کو سبسڈی فراہم کرنے کا اعلان کیا گیا۔ کسانوں کو سبسڈی فراہم کرنے کا اعلان کیا گیا۔ کسانوں کو سبسڈی فراہم کرنے کا اعلان کیا گیا۔ کسانوں کو سبسڈی فراہم کرنے کا اعلان کیا گیا۔ کسانوں کو سبسڈی فراہم کرنے کا اعلان کیا گیا۔ کسانوں کو سبسڈی فراہم کرنے کا اعلان کیا گیا۔ کسانوں کو سبسڈی فراہم کرنے کا اعلان کیا گیا۔ کسانوں کو سبسڈی فراہم کرنے کا اعلان کیا گیا۔ کسانوں کو سبسڈی فراہم کرنے کا اعلان کیا گیا۔ کسانوں کو سبسڈی فراہم کرنے کا اعلان کیا گیا۔ کسانوں کو سبسڈی فراہم کرنے کا اعلان کیا گیا۔ کسانوں کو سبسڈی فراہم کرنے کا اعلان کیا گیا۔ کسانوں کو سبسڈی فراہم کرنے کا اعلان کیا گیا۔ کسانوں کو سبسڈی فراہم کرنے کا اعلان کیا گیا۔ کسانوں کو سبسڈی فراہم کرنے کا اعلان کیا گیا۔ کسانوں کو سبسڈی فراہم کرنے کا اعلان کیا گیا۔ کسانوں کو سبسڈی فراہم کرنے کا اعلان کیا گیا۔ کسانوں کو سبسڈی فراہم کرنے کا اعلان کیا گیا۔ کسانوں کو سبسڈی فراہم کرنے کا اعلان کیا گیا۔ کسانوں کو سبسڈی فراہم کرنے کا اعلان کیا گیا۔ کسانوں کو سبسڈی فراہم کرنے کا اعلان — [750, 1619, 920, 2006]
continuation-label: بقیہ — [752, 480, 875, 503]
continuation-label: بقیہ — [752, 51, 875, 74]
continuation-tag — [10, 810, 180, 836]
continuation-label: بقیہ — [752, 1588, 875, 1611]
article-text: قومی اسمبلی کے اجلاس میں اپوزیشن نے احتجاج کیا۔ قومی اسمبلی کے اجلاس میں اپوزیشن نے احتجاج کیا۔ قومی اسمبلی کے اجلاس میں اپوزیشن نے احتجاج کیا۔ قومی اسمبلی کے اجلاس میں اپوزیشن نے احتجاج کیا۔ قومی اسمبلی کے اجلاس میں اپوزیشن نے احتجاج کیا۔ قومی اسمبلی کے اجلاس میں اپوزیشن نے احتجاج کیا۔ قومی اسمبلی کے اجلاس میں اپوزیشن نے احتجاج کیا۔ قومی اسمبلی کے اجلاس میں اپوزیشن نے احتجاج کیا۔ قومی اسمبلی کے اجلاس میں اپوزیشن نے احتجاج کیا۔ قومی اسمبلی کے اجلاس میں اپوزیشن نے احتجاج کیا۔ قومی اسمبلی کے اجلاس میں اپوزیشن نے احتجاج کیا۔ قومی اسمبلی کے اجلاس میں اپوزیشن نے احتجاج کیا۔ قومی اسمبلی کے اجلاس میں اپوزیشن نے احتجاج کیا۔ قومی اسمبلی کے اجلاس میں اپوزیشن نے احتجاج کیا۔ قومی اسمبلی کے اجلاس میں اپوزیشن نے احتجاج کیا۔ قومی اسمبلی کے اجلاس میں اپوزیشن نے احتجاج کیا۔ قومی اسمبلی کے اجلاس میں اپوزیشن نے احتجاج کیا۔ قومی اسمبلی کے اجلاس میں اپوزیشن نے احتجاج کیا۔ قومی اسمبلی کے اجلاس میں اپوزیشن نے احتجاج کیا۔ قومی اسمبلی کے اجلاس میں اپوزیشن نے احتجاج کیا۔ قومی اسمبلی کے اجلاس میں اپوزیشن نے احتجاج کیا۔ قومی اسمبلی کے اجلاس میں اپوزیشن نے احتجاج کیا۔ قومی اسمبلی کے اجلاس میں اپوزیشن نے احتجاج کیا۔ قومی اسمبلی کے اجلاس میں اپوزیشن نے احتجاج کیا۔ قومی اسمبلی کے اجلاس میں اپوزیشن نے احتجاج کیا۔ قومی اسمبلی کے اجلاس میں اپوزیشن نے احتجاج کیا۔ قومی اسمبلی کے اجلاس میں اپوزیشن نے احتجاج کیا۔ قومی — [195, 81, 365, 619]
continuation-block — [380, 45, 550, 380]
continuation-label: بقیہ — [382, 390, 505, 413]
continuation-tag — [1120, 1587, 1290, 1613]
article-text: وفاقی کابینہ کے اجلاس میں متعدد اہم فیصلوں کی منظوری دی گئی۔ وفاقی کابینہ کے اجلاس میں متعدد اہم فیصلوں کی منظوری دی گئی۔ وفاقی کابینہ کے اجلاس میں متعدد اہم فیصلوں کی منظوری دی گئی۔ وفاقی کابینہ کے اجلاس میں متعدد اہم فیصلوں کی منظوری دی گئی۔ وفاقی کابینہ کے اجلاس میں متعدد اہم فیصلوں کی منظوری دی گئی۔ وفاقی کابینہ کے اجلاس میں متعدد اہم فیصلوں کی منظوری دی گئی۔ وفاقی کابینہ کے اجلاس میں متعدد اہم فیصلوں کی منظوری دی گئی۔ وفاقی کابینہ کے اجلاس میں متعدد اہم فیصلوں کی منظوری دی گئی۔ وفاقی کابینہ کے اجلاس میں متعدد اہم فیصلوں کی منظوری دی گئی۔ وفاقی کابینہ کے اجلاس میں متعدد اہم فیصلوں کی منظوری دی گئی۔ وفاقی کابینہ کے اجلاس میں متعدد اہم فیصلوں کی منظوری دی گئی۔ وفاقی کابینہ کے اجلاس — [565, 81, 734, 378]
article-text: تقریب سے خطاب کرتے ہوئے مقررین نے کہا کہ تعلیم ترقی کی کنجی ہے۔ تقریب سے خطاب کرتے ہوئے مقررین نے کہا کہ تعلیم ترقی کی کنجی ہے۔ تقریب سے خطاب کرتے ہوئے مقررین نے کہا کہ تعلیم ترقی کی کنجی ہے۔ تقریب سے خطاب کرتے ہوئے مقررین نے کہا کہ تعلیم ترقی کی کنجی ہے۔ تقریب سے خطاب کرتے ہوئے مقررین نے کہا کہ تعلیم ترقی کی کنجی ہے۔ تقریب سے خطاب کرتے ہوئے مقررین نے کہا کہ تعلیم ترقی کی کنجی ہے۔ تقریب سے خطاب کرتے ہوئے مقررین — [1120, 1400, 1290, 1576]
continuation-label: بقیہ — [1307, 1595, 1430, 1618]
continuation-label: بقیہ — [11, 1511, 135, 1535]
continuation-number: 18 — [1059, 2004, 1103, 2027]
continuation-label: بقیہ — [1122, 1120, 1245, 1143]
continuation-label: بقیہ — [567, 1867, 690, 1890]
continuation-tag — [10, 49, 180, 75]
continuation-label: بقیہ — [1122, 631, 1245, 654]
continuation-block — [566, 45, 735, 380]
article-text: ضلعی انتظامیہ نے تجاوزات کے خلاف آپریشن کیا۔ ضلعی انتظامیہ نے تجاوزات کے خلاف آپریشن کیا۔ ضلعی انتظامیہ نے تجاوزات کے خلاف آپریشن کیا۔ ضلعی انتظامیہ نے تجاوزات کے خلاف آپریشن کیا۔ ضلعی انتظامیہ نے تجاوزات کے خلاف آپریشن کیا۔ ضلعی انتظامیہ نے تجاوزات کے خلاف آپریشن کیا۔ ضلعی انتظامیہ نے تجاوزات کے خلاف آپریشن کیا۔ ضلعی انتظامیہ نے تجاوزات کے خلاف آپریشن کیا۔ ضلعی انتظامیہ نے تجاوزات کے خلاف آپریشن کیا۔ ضلعی انتظامیہ نے تجاوزات کے خلاف آپریشن کیا۔ ضلعی انتظامیہ نے تجاوزات کے خلاف آپریشن کیا۔ ضلعی انتظامیہ نے تجاوزات کے خلاف آپریشن کیا۔ ضلعی انتظامیہ نے تجاوزات کے خلاف آپریشن کیا۔ ضلعی انتظامیہ نے تجاوزات کے خلاف آپریشن کیا۔ ضلعی انتظامیہ نے تجاوزات کے خلاف آپریشن کیا۔ ضلعی انتظامیہ نے تجاوزات کے خلاف آپریشن کیا۔ ضلعی انتظامیہ نے تجاوزات کے خلاف آپریشن کیا۔ ضلعی انتظامیہ نے تجاوزات کے خلاف آپریشن کیا۔ ضلعی انتظامیہ نے تجاوزات کے خلاف آپریشن کیا۔ ضلعی انتظامیہ نے تجاوزات کے خلاف آپریشن کیا۔ ضلعی انتظامیہ نے تجاوزات کے خلاف آپریشن کیا۔ ضلعی انتظامیہ نے تجاوزات کے خلاف آپریشن کیا۔ ضلعی انتظامیہ نے تجاوزات کے خلاف آپریشن کیا۔ ضلعی انتظامیہ نے تجاوزات کے خلاف آپریشن کیا۔ ضلعی انتظامیہ نے تجاوزات کے خلاف آپریشن کیا۔ ضلعی انتظامیہ نے تجاوزات کے خلاف آپریشن کیا۔ ضلعی انتظامیہ نے تجاوزات کے خلاف آپریشن کیا۔ ضلعی انتظامیہ نے تجاوزات کے خلاف آپریشن کیا۔ ضلعی انتظامیہ نے تجاوزات کے خلاف آپریشن کیا۔ ضلعی انتظامیہ نے تجاوزات کے خلاف آپریشن کیا۔ ضلعی انتظامیہ نے — [195, 661, 365, 1229]
continuation-number: 36 — [319, 51, 363, 74]
article-text: تقریب میں اعلیٰ حکام نے شرکت کی۔ تقریب میں اعلیٰ حکام نے شرکت کی۔ تقریب میں اعلیٰ حکام نے شرکت کی۔ تقریب میں اعلیٰ حکام نے شرکت کی۔ — [935, 1747, 1104, 1803]
continuation-number: 24 — [875, 2017, 918, 2041]
article-text: وفاقی وزیر نے کہا کہ حکومت توانائی بحران کے حل کے لیے سنجیدہ اقدامات کر رہی ہے۔ وفاقی وزیر نے کہا کہ حکومت توانائی بحران کے حل کے لیے سنجیدہ اقدامات کر رہی ہے۔ وفاقی وزیر نے کہا کہ حکومت توانائی بحران کے حل کے لیے سنجیدہ اقدامات کر رہی ہے۔ وفاقی وزیر نے کہا کہ حکومت توانائی بحران کے حل کے لیے سنجیدہ اقدامات کر رہی ہے۔ وفاقی وزیر نے کہا کہ حکومت توانائی بحران کے حل کے لیے سنجیدہ اقدامات کر رہی ہے۔ وفاقی وزیر نے کہا کہ حکومت توانائی بحران کے حل کے لیے سنجیدہ اقدامات کر رہی ہے۔ وفاقی وزیر نے کہا کہ حکومت توانائی بحران کے حل کے لیے سنجیدہ اقدامات کر رہی ہے۔ وفاقی وزیر نے کہا کہ حکومت توانائی بحران کے حل کے لیے سنجیدہ اقدامات کر رہی ہے۔ — [1120, 1619, 1290, 1885]
news-column — [5, 45, 184, 2470]
article-text: شہریوں کو پینے کے صاف پانی کی فراہمی یقینی بنائی جائے گی۔ شہریوں کو پینے کے صاف پانی کی فراہمی یقینی بنائی جائے گی۔ شہریوں کو پینے کے صاف پانی کی فراہمی یقینی بنائی جائے گی۔ شہریوں کو پینے کے صاف پانی کی فراہمی یقینی بنائی جائے گی۔ شہریوں کو پینے کے صاف پانی کی فراہمی یقینی بنائی جائے گی۔ شہریوں کو پینے کے صاف پانی کی فراہمی یقینی بنائی جائے گی۔ شہریوں کو پینے کے صاف پانی کی فراہمی یقینی بنائی جائے گی۔ شہریوں کو پینے کے صاف پانی کی فراہمی یقینی بنائی جائے گی۔ شہریوں کو پینے کے صاف پانی کی فراہمی یقینی بنائی جائے گی۔ شہریوں کو پینے کے صاف پانی کی فراہمی یقینی بنائی جائے گی۔ شہریوں کو پینے کے صاف پانی کی فراہمی یقینی بنائی — [380, 1159, 550, 1426]
continuation-label: بقیہ — [567, 390, 690, 413]
continuation-label: بقیہ — [197, 631, 320, 654]
article-text: بجلی کی لوڈشیڈنگ کے خلاف شہریوں نے احتجاج کیا۔ بجلی کی لوڈشیڈنگ کے خلاف شہریوں نے احتجاج کیا۔ بجلی کی لوڈشیڈنگ کے خلاف شہریوں نے احتجاج کیا۔ بجلی کی لوڈشیڈنگ کے خلاف شہریوں نے احتجاج کیا۔ بجلی کی لوڈشیڈنگ کے خلاف شہریوں نے احتجاج کیا۔ بجلی کی لوڈشیڈنگ کے خلاف شہریوں نے احتجاج کیا۔ بجلی کی لوڈشیڈنگ کے خلاف شہریوں نے احتجاج کیا۔ بجلی کی لوڈشیڈنگ کے خلاف شہریوں نے احتجاج کیا۔ بجلی کی لوڈشیڈنگ کے خلاف شہریوں نے احتجاج کیا۔ بجلی کی لوڈشیڈنگ کے خلاف شہریوں نے احتجاج کیا۔ بجلی کی لوڈشیڈنگ کے خلاف شہریوں نے احتجاج کیا۔ بجلی کی لوڈشیڈنگ کے خلاف شہریوں نے احتجاج کیا۔ بجلی کی لوڈشیڈنگ کے خلاف شہریوں نے احتجاج کیا۔ بجلی کی لوڈشیڈنگ کے خلاف شہریوں نے احتجاج کیا۔ بجلی کی لوڈشیڈنگ کے خلاف شہریوں نے احتجاج کیا۔ بجلی کی لوڈشیڈنگ کے خلاف شہریوں نے احتجاج کیا۔ بجلی کی لوڈشیڈنگ کے خلاف شہریوں نے احتجاج کیا۔ بجلی کی لوڈشیڈنگ کے خلاف شہریوں نے احتجاج کیا۔ بجلی کی لوڈشیڈنگ کے خلاف شہریوں نے احتجاج کیا۔ بجلی کی لوڈشیڈنگ کے خلاف شہریوں نے احتجاج کیا۔ بجلی کی لوڈشیڈنگ کے خلاف شہریوں نے احتجاج کیا۔ بجلی کی لوڈشیڈنگ کے خلاف شہریوں نے احتجاج کیا۔ بجلی کی لوڈشیڈنگ کے خلاف شہریوں نے احتجاج کیا۔ بجلی کی لوڈشیڈنگ کے خلاف شہریوں نے احتجاج کیا۔ بجلی کی لوڈشیڈنگ کے خلاف شہریوں نے احتجاج کیا۔ بجلی کی لوڈشیڈنگ کے خلاف شہریوں نے احتجاج کیا۔ بجلی کی لوڈشیڈنگ کے خلاف شہریوں نے احتجاج — [195, 1520, 365, 2118]
continuation-label: بقیہ — [567, 51, 690, 74]
article-text: عدالت نے سماعت کے دوران ریمارکس دیے کہ قانون سب کے لیے برابر ہے، کسی کو بھی قانون سے بالاتر نہیں سمجھا جا سکتا، کیس کی مزید سماعت آئندہ ہفتے تک ملتوی کر دی گئی۔ عدالت نے سماعت کے دوران ریمارکس دیے کہ قانون سب کے لیے برابر ہے، کسی کو بھی قانون سے بالاتر نہیں سمجھا جا سکتا، کیس کی مزید سماعت آئندہ ہفتے تک ملتوی کر دی گئی۔ عدالت نے سماعت کے دوران ریمارکس دیے کہ قانون سب کے لیے برابر ہے، کسی کو بھی قانون سے بالاتر نہیں سمجھا جا سکتا، کیس کی مزید سماعت آئندہ ہفتے تک ملتوی کر دی گئی۔ عدالت نے سماعت کے دوران ریمارکس دیے کہ قانون سب کے لیے برابر ہے، کسی کو بھی قانون سے بالاتر نہیں سمجھا جا سکتا، کیس کی مزید سماعت آئندہ ہفتے تک ملتوی کر دی گئی۔ عدالت نے سماعت کے دوران ریمارکس دیے کہ قانون سب کے لیے برابر ہے، کسی کو بھی قانون سے بالاتر نہیں سمجھا جا سکتا، کیس کی مزید سماعت آئندہ ہفتے تک ملتوی کر دی گئی۔ عدالت نے سماعت کے دوران ریمارکس دیے کہ قانون سب کے لیے برابر ہے، کسی کو بھی قانون سے بالاتر نہیں سمجھا جا سکتا، کیس کی مزید سماعت آئندہ ہفتے تک ملتوی کر دی گئی۔ عدالت نے سماعت کے دوران ریمارکس دیے کہ قانون سب کے لیے برابر ہے، کسی کو بھی قانون سے بالاتر نہیں سمجھا جا سکتا، کیس کی مزید سماعت آئندہ ہفتے تک ملتوی کر دی گئی۔ عدالت نے سماعت کے دوران ریمارکس دیے کہ قانون سب کے لیے برابر ہے، کسی کو بھی قانون سے بالاتر — [1305, 616, 1474, 1124]
article-text: شہر میں صفائی ستھرائی کی مہم شروع کر دی گئی ہے۔ شہر میں صفائی ستھرائی کی مہم شروع کر دی گئی ہے۔ شہر میں صفائی ستھرائی کی مہم شروع کر دی گئی ہے۔ شہر میں صفائی ستھرائی کی مہم شروع کر دی گئی ہے۔ شہر میں صفائی ستھرائی کی مہم شروع کر دی گئی ہے۔ شہر میں صفائی ستھرائی کی مہم شروع کر دی گئی ہے۔ شہر میں صفائی ستھرائی کی مہم شروع کر دی گئی ہے۔ شہر میں صفائی ستھرائی کی مہم شروع کر دی گئی ہے۔ شہر میں صفائی ستھرائی کی مہم شروع کر دی گئی ہے۔ شہر میں صفائی ستھرائی کی مہم شروع کر دی گئی ہے۔ شہر میں صفائی ستھرائی کی مہم شروع کر دی گئی ہے۔ شہر میں صفائی ستھرائی کی مہم شروع کر دی گئی ہے۔ شہر میں صفائی ستھرائی کی مہم شروع کر دی گئی ہے۔ شہر میں صفائی ستھرائی کی مہم شروع کر دی گئی ہے۔ شہر میں صفائی ستھرائی کی مہم شروع کر دی گئی ہے۔ شہر میں صفائی ستھرائی کی مہم شروع کر دی گئی ہے۔ — [935, 790, 1104, 1147]
continuation-number: 5 — [1245, 51, 1288, 74]
continuation-number: 38 — [319, 1241, 363, 1264]
continuation-tag — [566, 388, 735, 414]
continuation-number: 32 — [505, 390, 548, 413]
continuation-label: بقیہ — [11, 51, 135, 74]
continuation-label: بقیہ — [937, 2004, 1060, 2027]
continuation-block — [750, 904, 920, 1239]
continuation-label: بقیہ — [567, 789, 690, 812]
continuation-block — [196, 1484, 365, 2120]
continuation-tag — [750, 908, 920, 934]
continuation-tag — [566, 788, 735, 814]
continuation-label: بقیہ — [197, 1241, 320, 1264]
continuation-tag — [380, 1127, 550, 1153]
masthead: روزنامہ پوسٹ انٹرنیشنل اسلام آباد 23 ستمبر 2025 — [16, 8, 545, 31]
continuation-label: بقیہ — [382, 51, 505, 74]
article-text: گورنر نے کہا کہ صوبے میں سرمایہ کاری کے وسیع مواقع موجود ہیں۔ گورنر نے کہا کہ صوبے میں سرمایہ کاری کے وسیع مواقع موجود ہیں۔ گورنر نے کہا کہ صوبے میں سرمایہ کاری کے وسیع مواقع موجود ہیں۔ گورنر نے کہا کہ صوبے میں سرمایہ کاری کے وسیع مواقع موجود ہیں۔ گورنر نے کہا کہ صوبے میں سرمایہ کاری کے وسیع مواقع موجود ہیں۔ گورنر نے کہا کہ صوبے میں سرمایہ کاری کے وسیع مواقع موجود ہیں۔ گورنر نے کہا کہ صوبے میں سرمایہ کاری کے وسیع مواقع موجود ہیں۔ گورنر نے کہا کہ صوبے میں سرمایہ کاری کے وسیع مواقع موجود ہیں۔ گورنر نے کہا کہ صوبے میں سرمایہ کاری کے وسیع مواقع موجود ہیں۔ گورنر نے کہا کہ صوبے میں سرمایہ کاری کے وسیع مواقع موجود ہیں۔ گورنر نے کہا کہ صوبے میں سرمایہ کاری کے وسیع مواقع موجود ہیں۔ گورنر نے کہا کہ صوبے میں سرمایہ کاری کے — [380, 81, 550, 378]
continuation-tag — [936, 388, 1105, 414]
continuation-number: 2 — [1429, 585, 1473, 609]
continuation-block — [750, 45, 920, 471]
continuation-number: 42 — [135, 1511, 178, 1535]
continuation-tag — [1120, 629, 1290, 655]
article-text: مزید تفصیلات جلد جاری کی جائیں گی۔ مزید تفصیلات جلد جاری کی جائیں گی۔ — [750, 2048, 920, 2074]
continuation-block — [936, 384, 1105, 750]
continuation-tag — [380, 49, 550, 75]
continuation-tag — [196, 49, 365, 75]
continuation-number: 17 — [1059, 1815, 1103, 1838]
continuation-label: بقیہ — [382, 1128, 505, 1152]
article-text: اجلاس کے دوران امن و امان کی صورتحال کا جائزہ لیا گیا اور متعلقہ اداروں کو ہدایات جاری کی گئیں۔ اجلاس کے دوران امن و امان کی صورتحال کا جائزہ لیا گیا اور متعلقہ اداروں کو ہدایات جاری کی گئیں۔ اجلاس کے دوران امن و امان کی صورتحال کا جائزہ لیا گیا اور متعلقہ اداروں کو ہدایات جاری کی گئیں۔ اجلاس کے دوران امن و امان کی صورتحال کا جائزہ لیا گیا اور متعلقہ اداروں کو ہدایات جاری کی گئیں۔ اجلاس کے دوران امن و امان کی صورتحال کا جائزہ لیا گیا اور متعلقہ اداروں کو ہدایات جاری کی گئیں۔ اجلاس کے دوران امن و امان کی صورتحال کا جائزہ لیا گیا اور متعلقہ اداروں کو ہدایات جاری کی گئیں۔ اجلاس کے دوران امن و امان کی صورتحال کا جائزہ لیا گیا اور متعلقہ اداروں کو ہدایات جاری کی گئیں۔ اجلاس کے دوران امن و امان کی صورتحال کا جائزہ لیا گیا اور متعلقہ — [935, 81, 1104, 378]
article-text: اجلاس میں شرکاء نے تجاویز پیش کیں۔ اجلاس میں شرکاء نے تجاویز پیش کیں۔ اجلاس میں شرکاء نے تجاویز پیش کیں۔ — [1120, 1928, 1290, 1969]
continuation-tag — [566, 1866, 735, 1892]
continuation-tag — [750, 49, 920, 75]
continuation-number: 12 — [1059, 390, 1103, 413]
continuation-number: 15 — [1059, 1528, 1103, 1551]
continuation-label: بقیہ — [1122, 1897, 1245, 1920]
continuation-label: بقیہ — [382, 729, 505, 752]
article-text: بین الاقوامی برادری نے پاکستان کے کردار کو سراہا ہے۔ بین الاقوامی برادری نے پاکستان کے کردار کو سراہا ہے۔ بین الاقوامی برادری نے پاکستان کے کردار کو سراہا ہے۔ بین الاقوامی برادری نے پاکستان کے کردار کو سراہا ہے۔ بین الاقوامی برادری نے پاکستان کے کردار کو سراہا ہے۔ بین الاقوامی برادری نے پاکستان کے کردار کو سراہا ہے۔ بین الاقوامی برادری نے پاکستان کے کردار کو سراہا ہے۔ بین الاقوامی برادری نے پاکستان کے کردار کو سراہا ہے۔ بین الاقوامی برادری نے پاکستان کے کردار کو سراہا ہے۔ بین الاقوامی برادری نے پاکستان کے کردار کو سراہا ہے۔ بین الاقوامی برادری نے پاکستان کے کردار کو سراہا ہے۔ بین الاقوامی برادری نے پاکستان کے کردار کو سراہا ہے۔ بین الاقوامی برادری نے پاکستان کے کردار کو سراہا ہے۔ بین الاقوامی برادری نے پاکستان کے کردار کو سراہا ہے۔ بین الاقوامی برادری نے پاکستان کے کردار کو — [935, 1189, 1104, 1516]
continuation-tag — [936, 1715, 1105, 1741]
continuation-tag — [1306, 1134, 1475, 1160]
continuation-tag — [1306, 584, 1475, 610]
continuation-block — [1120, 625, 1290, 1111]
continuation-block — [380, 1432, 550, 2188]
article-text: مذاکرات کا اگلا دور آئندہ ماہ ہوگا۔ مذاکرات کا اگلا دور آئندہ ماہ ہوگا۔ مذاکرات کا اگلا دور آئندہ ماہ ہوگا۔ مذاکرات کا اگلا دور آئندہ ماہ ہوگا۔ مذاکرات کا اگلا دور آئندہ ماہ ہوگا۔ مذاکرات کا اگلا دور آئندہ ماہ ہوگا۔ مذاکرات کا اگلا دور آئندہ ماہ ہوگا۔ مذاکرات کا اگلا دور آئندہ ماہ ہوگا۔ مذاکرات کا اگلا دور آئندہ ماہ ہوگا۔ مذاکرات کا اگلا دور آئندہ ماہ ہوگا۔ مذاکرات کا اگلا دور آئندہ ماہ ہوگا۔ مذاکرات کا اگلا دور آئندہ ماہ ہوگا۔ مذاکرات کا اگلا دور آئندہ ماہ ہوگا۔ مذاکرات کا اگلا دور آئندہ ماہ ہوگا۔ مذاکرات کا اگلا دور آئندہ ماہ ہوگا۔ مذاکرات کا اگلا دور آئندہ ماہ ہوگا۔ مذاکرات کا اگلا دور آئندہ ماہ ہوگا۔ مذاکرات کا اگلا دور آئندہ ماہ ہوگا۔ مذاکرات کا اگلا دور آئندہ ماہ ہوگا۔ مذاکرات کا اگلا دور آئندہ ماہ ہوگا۔ مذاکرات کا اگلا دور آئندہ ماہ ہوگا۔ مذاکرات کا اگلا دور آئندہ ماہ ہوگا۔ — [935, 2035, 1104, 2361]
continuation-block — [936, 1998, 1105, 2364]
continuation-block — [196, 1235, 365, 1480]
continuation-label: بقیہ — [1122, 51, 1245, 74]
continuation-label: بقیہ — [937, 51, 1060, 74]
continuation-tag — [750, 2016, 920, 2042]
continuation-tag — [196, 1488, 365, 1514]
continuation-number: 27 — [689, 789, 733, 812]
continuation-number: 28 — [689, 1189, 733, 1212]
continuation-block — [936, 1810, 1105, 1994]
continuation-number: 40 — [135, 51, 178, 74]
news-column — [561, 45, 739, 2470]
news-column — [191, 45, 369, 2470]
article-text: اجلاس میں اہم فیصلے کیے گئے۔ اجلاس میں اہم فیصلے کیے گئے۔ اجلاس میں اہم فیصلے کیے گئے۔ اجلاس میں اہم فیصلے کیے گئے۔ اجلاس میں اہم فیصلے کیے گئے۔ — [1305, 1626, 1474, 1682]
continuation-block — [936, 1711, 1105, 1805]
article-text: الیکشن کمیشن نے انتخابی شیڈول جاری کر دیا۔ الیکشن کمیشن نے انتخابی شیڈول جاری کر دیا۔ الیکشن کمیشن نے انتخابی شیڈول جاری کر دیا۔ الیکشن کمیشن نے انتخابی شیڈول جاری کر دیا۔ الیکشن کمیشن نے انتخابی شیڈول جاری کر دیا۔ الیکشن کمیشن نے انتخابی شیڈول جاری کر دیا۔ الیکشن کمیشن نے انتخابی شیڈول جاری کر دیا۔ الیکشن کمیشن نے انتخابی شیڈول جاری کر دیا۔ الیکشن کمیشن نے انتخابی شیڈول جاری کر دیا۔ الیکشن کمیشن نے انتخابی شیڈول جاری کر دیا۔ الیکشن کمیشن نے انتخابی شیڈول جاری کر دیا۔ الیکشن کمیشن نے انتخابی شیڈول جاری کر دیا۔ الیکشن کمیشن نے انتخابی شیڈول جاری کر دیا۔ الیکشن کمیشن نے انتخابی شیڈول جاری کر دیا۔ الیکشن کمیشن نے انتخابی شیڈول جاری کر دیا۔ الیکشن کمیشن نے انتخابی شیڈول جاری کر دیا۔ الیکشن کمیشن نے انتخابی شیڈول جاری کر دیا۔ الیکشن کمیشن نے انتخابی شیڈول جاری کر دیا۔ الیکشن کمیشن نے انتخابی شیڈول جاری کر دیا۔ الیکشن کمیشن نے انتخابی شیڈول جاری کر دیا۔ الیکشن کمیشن نے انتخابی شیڈول جاری کر دیا۔ الیکشن کمیشن نے انتخابی شیڈول — [750, 511, 920, 898]
continuation-tag — [380, 1436, 550, 1462]
continuation-number: 34 — [505, 1128, 548, 1152]
continuation-block — [750, 1583, 920, 2008]
article-text: کھیلوں کے مقابلوں کا انعقاد کیا جائے گا۔ کھیلوں کے مقابلوں کا انعقاد کیا جائے گا۔ کھیلوں کے مقابلوں کا انعقاد کیا جائے گا۔ کھیلوں کے مقابلوں کا انعقاد کیا جائے گا۔ کھیلوں کے مقابلوں کا انعقاد کیا جائے گا۔ کھیلوں کے مقابلوں کا انعقاد کیا جائے گا۔ کھیلوں کے مقابلوں کا انعقاد کیا جائے گا۔ کھیلوں کے مقابلوں کا انعقاد کیا جائے گا۔ کھیلوں کے مقابلوں کا انعقاد کیا جائے گا۔ کھیلوں کے مقابلوں کا انعقاد کیا جائے گا۔ کھیلوں کے مقابلوں کا انعقاد کیا جائے گا۔ کھیلوں کے مقابلوں کا انعقاد کیا جائے گا۔ کھیلوں کے مقابلوں کا انعقاد کیا جائے گا۔ کھیلوں کے مقابلوں کا انعقاد کیا جائے گا۔ کھیلوں کے مقابلوں کا انعقاد کیا جائے گا۔ کھیلوں کے مقابلوں کا انعقاد کیا جائے گا۔ کھیلوں کے مقابلوں کا انعقاد کیا جائے گا۔ کھیلوں کے مقابلوں کا انعقاد کیا جائے گا۔ کھیلوں کے مقابلوں کا انعقاد کیا جائے گا۔ کھیلوں کے مقابلوں کا انعقاد کیا جائے گا۔ کھیلوں کے مقابلوں کا انعقاد کیا جائے گا۔ کھیلوں کے مقابلوں کا انعقاد کیا جائے گا۔ کھیلوں کے مقابلوں کا انعقاد کیا جائے گا۔ کھیلوں کے مقابلوں کا انعقاد کیا جائے گا۔ — [380, 760, 550, 1117]
continuation-tag — [1120, 1119, 1290, 1145]
continuation-block — [566, 1862, 735, 2197]
continuation-label: بقیہ — [752, 910, 875, 933]
page-header — [0, 0, 1484, 41]
continuation-label: بقیہ — [1307, 51, 1430, 74]
continuation-label: بقیہ — [752, 1249, 875, 1272]
article-text: ٹریفک پولیس نے خصوصی مہم کا آغاز کر دیا ہے۔ ٹریفک پولیس نے خصوصی مہم کا آغاز کر دیا ہے۔ ٹریفک پولیس نے خصوصی مہم کا آغاز کر دیا ہے۔ ٹریفک پولیس نے خصوصی مہم کا آغاز کر دیا ہے۔ ٹریفک پولیس نے خصوصی مہم کا آغاز کر دیا ہے۔ ٹریفک پولیس نے خصوصی مہم کا آغاز کر دیا ہے۔ ٹریفک پولیس نے خصوصی مہم کا آغاز کر دیا ہے۔ ٹریفک پولیس نے خصوصی مہم کا آغاز کر دیا ہے۔ ٹریفک پولیس نے خصوصی مہم کا آغاز کر دیا ہے۔ ٹریفک پولیس نے خصوصی مہم کا آغاز کر دیا ہے۔ ٹریفک پولیس نے خصوصی مہم کا آغاز کر دیا ہے۔ ٹریفک پولیس نے خصوصی مہم کا آغاز کر دیا ہے۔ ٹریفک پولیس نے خصوصی مہم کا آغاز کر دیا ہے۔ ٹریفک پولیس نے خصوصی مہم کا آغاز کر دیا ہے۔ ٹریفک پولیس نے خصوصی مہم کا آغاز کر دیا ہے۔ ٹریفک پولیس نے خصوصی مہم کا آغاز کر دیا ہے۔ ٹریفک پولیس نے خصوصی مہم کا آغاز کر دیا ہے۔ ٹریفک پولیس نے خصوصی مہم کا آغاز کر دیا ہے۔ ٹریفک پولیس نے خصوصی مہم کا آغاز کر دیا ہے۔ ٹریفک پولیس نے خصوصی مہم کا آغاز کر دیا ہے۔ ٹریفک پولیس نے خصوصی مہم کا آغاز کر دیا ہے۔ ٹریفک پولیس نے خصوصی مہم کا آغاز کر دیا ہے۔ ٹریفک پولیس نے خصوصی مہم کا آغاز کر دیا ہے۔ ٹریفک پولیس نے خصوصی مہم کا آغاز کر دیا ہے۔ ٹریفک — [565, 1408, 734, 1855]
continuation-number: 7 — [1245, 1120, 1288, 1143]
continuation-block — [566, 384, 735, 780]
continuation-tag — [1120, 49, 1290, 75]
continuation-label: بقیہ — [937, 390, 1060, 413]
continuation-tag — [750, 479, 920, 505]
continuation-tag — [380, 388, 550, 414]
continuation-tag — [936, 1157, 1105, 1183]
continuation-label: بقیہ — [1122, 1588, 1245, 1611]
continuation-block — [936, 1522, 1105, 1707]
continuation-number: 31 — [505, 51, 548, 74]
continuation-block — [566, 784, 735, 1179]
continuation-number: 14 — [1059, 1159, 1103, 1182]
continuation-block — [10, 45, 180, 802]
continuation-number: 13 — [1059, 759, 1103, 782]
article-text: صوبائی حکومت نے ترقیاتی منصوبوں کے لیے اضافی فنڈز جاری کرنے کی منظوری دے دی ہے، منصوبوں کی بروقت تکمیل یقینی بنانے کی ہدایت کی گئی ہے۔ صوبائی حکومت نے ترقیاتی منصوبوں کے لیے اضافی فنڈز جاری کرنے کی منظوری دے دی ہے، منصوبوں کی بروقت تکمیل یقینی بنانے کی ہدایت کی گئی ہے۔ صوبائی حکومت نے ترقیاتی منصوبوں کے لیے اضافی فنڈز جاری کرنے کی منظوری دے دی ہے، منصوبوں کی بروقت تکمیل یقینی بنانے کی ہدایت کی گئی ہے۔ صوبائی حکومت نے ترقیاتی منصوبوں کے لیے اضافی فنڈز جاری کرنے کی منظوری دے دی ہے، منصوبوں کی بروقت تکمیل یقینی بنانے کی ہدایت کی گئی ہے۔ صوبائی حکومت نے ترقیاتی منصوبوں کے لیے اضافی فنڈز جاری کرنے کی منظوری دے دی ہے، منصوبوں کی بروقت تکمیل یقینی بنانے کی ہدایت کی گئی ہے۔ صوبائی حکومت نے ترقیاتی منصوبوں کے لیے اضافی فنڈز جاری کرنے کی منظوری دے دی ہے، منصوبوں کی بروقت تکمیل یقینی بنانے کی ہدایت کی گئی ہے۔ صوبائی حکومت نے ترقیاتی منصوبوں کے لیے اضافی فنڈز جاری کرنے کی منظوری دے دی ہے، منصوبوں کی بروقت تکمیل یقینی بنانے کی ہدایت کی گئی ہے۔ صوبائی حکومت نے ترقیاتی منصوبوں کے لیے اضافی فنڈز جاری کرنے کی منظوری دے دی ہے، منصوبوں کی بروقت تکمیل یقینی بنانے کی ہدایت کی گئی ہے۔ صوبائی حکومت نے ترقیاتی منصوبوں کے لیے اضافی فنڈز جاری کرنے کی منظوری دے دی ہے، منصوبوں کی بروقت تکمیل یقینی بنانے کی ہدایت کی گئی ہے۔ — [1120, 81, 1290, 619]
continuation-block — [936, 754, 1105, 1149]
article-text: ہسپتالوں میں مریضوں کو بہتر سہولیات فراہم کی جائیں گی۔ ہسپتالوں میں مریضوں کو بہتر سہولیات فراہم کی جائیں گی۔ ہسپتالوں میں مریضوں کو بہتر سہولیات فراہم کی جائیں گی۔ ہسپتالوں میں مریضوں کو بہتر سہولیات فراہم کی جائیں گی۔ ہسپتالوں میں مریضوں کو بہتر سہولیات فراہم کی جائیں گی۔ ہسپتالوں میں مریضوں کو بہتر سہولیات فراہم کی جائیں گی۔ ہسپتالوں میں مریضوں کو بہتر سہولیات فراہم کی جائیں گی۔ ہسپتالوں میں مریضوں کو بہتر سہولیات فراہم کی جائیں گی۔ ہسپتالوں میں مریضوں کو بہتر سہولیات فراہم کی جائیں گی۔ ہسپتالوں میں مریضوں کو بہتر سہولیات فراہم کی جائیں گی۔ ہسپتالوں میں مریضوں کو بہتر سہولیات فراہم کی جائیں گی۔ ہسپتالوں میں مریضوں کو بہتر سہولیات فراہم کی جائیں گی۔ — [750, 1280, 920, 1576]
continuation-tag — [936, 758, 1105, 784]
article-text: ملک بھر میں سیلاب سے متاثرہ علاقوں میں امدادی سرگرمیاں جاری ہیں، متاثرین کو خوراک، ادویات اور خیمے فراہم کیے جا رہے ہیں۔ ملک بھر میں سیلاب سے متاثرہ علاقوں میں امدادی سرگرمیاں جاری ہیں، متاثرین کو خوراک، ادویات اور خیمے فراہم کیے جا رہے ہیں۔ ملک بھر میں سیلاب سے متاثرہ علاقوں میں امدادی سرگرمیاں جاری ہیں، متاثرین کو خوراک، ادویات اور خیمے فراہم کیے جا رہے ہیں۔ ملک بھر میں سیلاب سے متاثرہ علاقوں میں امدادی سرگرمیاں جاری ہیں، متاثرین کو خوراک، ادویات اور خیمے فراہم کیے جا رہے ہیں۔ ملک بھر میں سیلاب سے متاثرہ علاقوں میں امدادی سرگرمیاں جاری ہیں، متاثرین کو خوراک، ادویات اور خیمے فراہم کیے جا رہے ہیں۔ ملک بھر میں سیلاب سے متاثرہ علاقوں میں امدادی سرگرمیاں جاری ہیں، متاثرین کو خوراک، ادویات اور خیمے فراہم کیے جا رہے ہیں۔ ملک بھر میں سیلاب سے متاثرہ علاقوں میں امدادی سرگرمیاں جاری ہیں، متاثرین کو خوراک، ادویات اور خیمے فراہم کیے جا رہے ہیں۔ ملک بھر میں سیلاب سے متاثرہ علاقوں میں امدادی سرگرمیاں جاری ہیں، متاثرین کو خوراک، ادویات اور خیمے فراہم کیے جا رہے ہیں۔ ملک بھر میں سیلاب سے متاثرہ علاقوں میں امدادی سرگرمیاں جاری ہیں، متاثرین — [1305, 1166, 1474, 1583]
